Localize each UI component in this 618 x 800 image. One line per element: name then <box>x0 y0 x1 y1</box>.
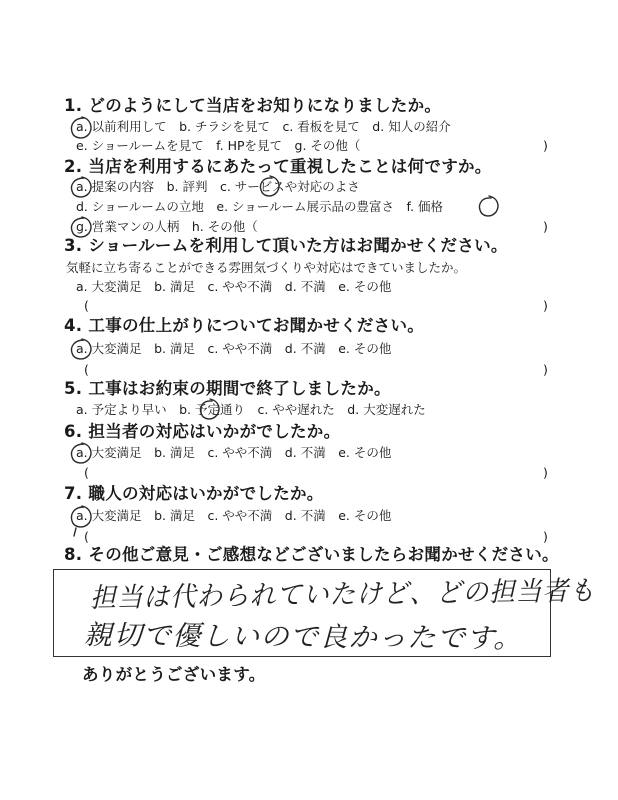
q7-open-paren: ( <box>84 529 89 544</box>
q8-handwritten-line2: 親切で優しいので良かったです。 <box>83 620 523 655</box>
q1-title: 1. どのようにして当店をお知りになりましたか。 <box>64 96 442 115</box>
q2-options-line1: a. 提案の内容 b. 評判 c. サービスや対応のよさ <box>76 179 360 194</box>
q4-title: 4. 工事の仕上がりについてお聞かせください。 <box>64 316 425 335</box>
q3-open-paren: ( <box>84 298 89 313</box>
q5-options-line1: a. 予定より早い b. 予定通り c. やや遅れた d. 大変遅れた <box>76 402 426 417</box>
circle-mark-q2-f <box>479 196 497 216</box>
q6-options-line1: a. 大変満足 b. 満足 c. やや不満 d. 不満 e. その他 <box>76 445 392 460</box>
q2-title: 2. 当店を利用するにあたって重視したことは何ですか。 <box>64 157 492 176</box>
q1-close-paren: ) <box>543 138 548 153</box>
q2-close-paren: ) <box>543 219 548 234</box>
q2-options-line2: d. ショールームの立地 e. ショールーム展示品の豊富さ f. 価格 <box>76 199 443 214</box>
q1-options-line2: e. ショールームを見て f. HPを見て g. その他（ <box>76 138 361 153</box>
q3-options-line1: a. 大変満足 b. 満足 c. やや不満 d. 不満 e. その他 <box>76 279 392 294</box>
q7-options-line1: a. 大変満足 b. 満足 c. やや不満 d. 不満 e. その他 <box>76 508 392 523</box>
q3-subtitle: 気軽に立ち寄ることができる雰囲気づくりや対応はできていましたか。 <box>66 260 467 275</box>
q3-close-paren: ) <box>543 298 548 313</box>
q7-title: 7. 職人の対応はいかがでしたか。 <box>64 484 324 503</box>
q8-title: 8. その他ご意見・ご感想などございましたらお聞かせください。 <box>64 545 559 564</box>
q4-options-line1: a. 大変満足 b. 満足 c. やや不満 d. 不満 e. その他 <box>76 341 392 356</box>
q6-open-paren: ( <box>84 465 89 480</box>
q3-title: 3. ショールームを利用して頂いた方はお聞かせください。 <box>64 236 508 255</box>
q1-options-line1: a. 以前利用して b. チラシを見て c. 看板を見て d. 知人の紹介 <box>76 119 451 134</box>
q7-close-paren: ) <box>543 529 548 544</box>
q5-title: 5. 工事はお約束の期間で終了しましたか。 <box>64 379 391 398</box>
q6-close-paren: ) <box>543 465 548 480</box>
q4-close-paren: ) <box>543 362 548 377</box>
q2-options-line3: g. 営業マンの人柄 h. その他（ <box>76 219 258 234</box>
q6-title: 6. 担当者の対応はいかがでしたか。 <box>64 422 341 441</box>
q4-open-paren: ( <box>84 362 89 377</box>
thanks-text: ありがとうございます。 <box>82 665 266 684</box>
q8-handwritten-line1: 担当は代わられていたけど、どの担当者も <box>89 575 596 614</box>
